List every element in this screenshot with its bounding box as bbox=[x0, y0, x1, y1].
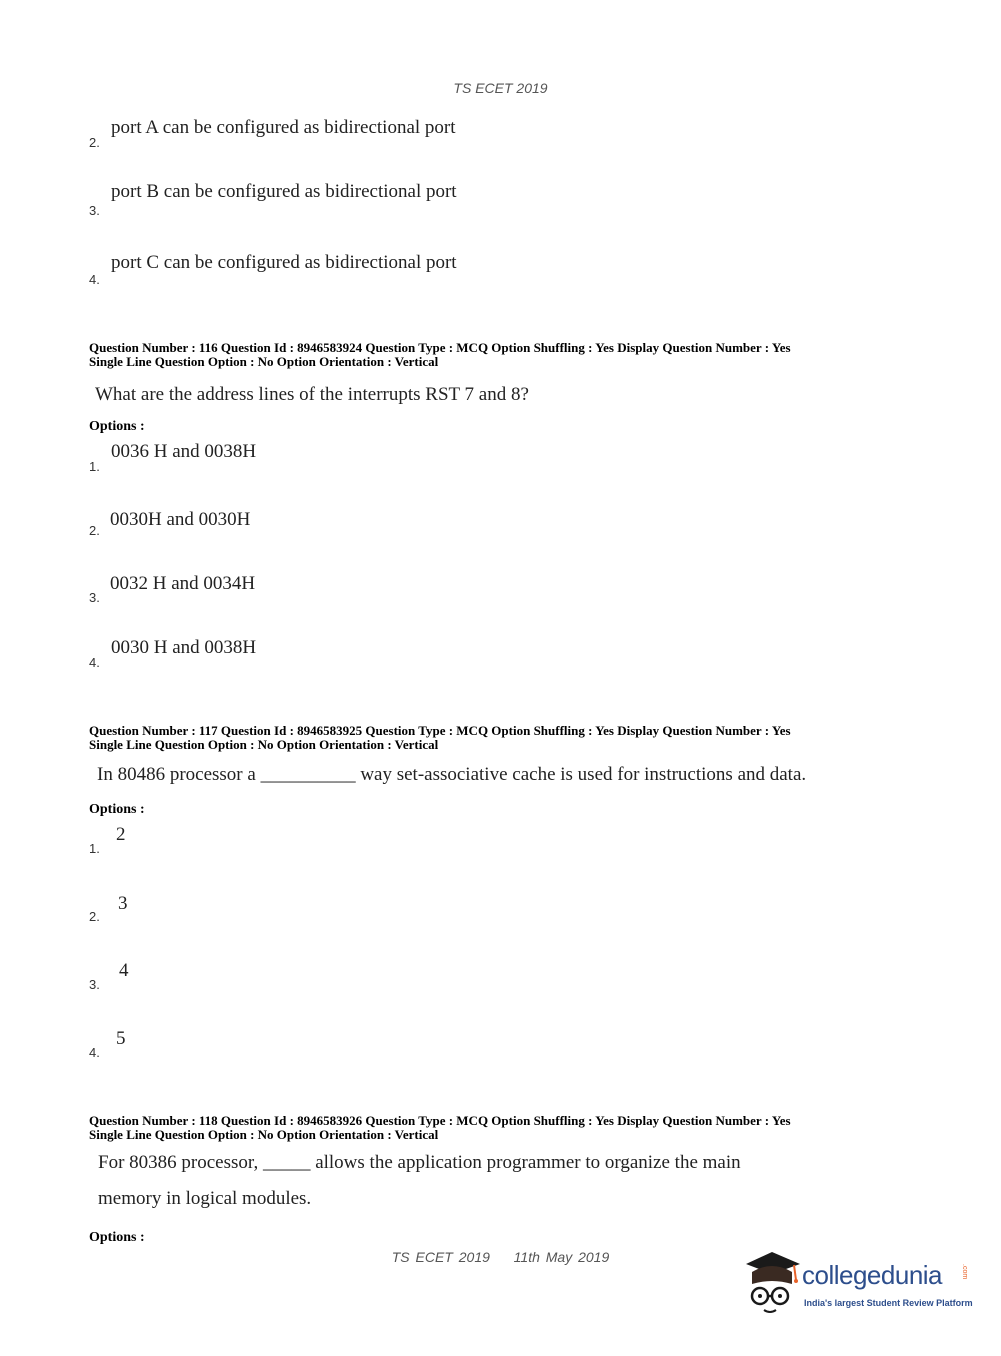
question-meta bbox=[89, 1114, 909, 1142]
question-meta-line: Single Line Question Option : No Option Orientation : Vertical bbox=[89, 354, 439, 369]
option-text: port B can be configured as bidirectional port bbox=[111, 181, 457, 202]
option-text: 4 bbox=[119, 960, 129, 981]
options-label: Options : bbox=[89, 419, 145, 434]
option-text: 0036 H and 0038H bbox=[111, 441, 257, 462]
question-meta-line: Question Number : 118 Question Id : 8946583926 Question Type : MCQ Option Shuffling : Yes Display Question Number : Yes bbox=[89, 1113, 791, 1128]
option-number: 2. bbox=[89, 135, 100, 150]
logo-suffix: .com bbox=[961, 1264, 968, 1280]
option-text: 0030 H and 0038H bbox=[111, 637, 257, 658]
option-number: 3. bbox=[89, 977, 100, 992]
question-text: What are the address lines of the interrupts RST 7 and 8? bbox=[95, 384, 529, 405]
option-text: port A can be configured as bidirectional port bbox=[111, 117, 456, 138]
logo-brand: collegedunia bbox=[802, 1260, 943, 1290]
question-meta-line: Question Number : 117 Question Id : 8946583925 Question Type : MCQ Option Shuffling : Yes Display Question Number : Yes bbox=[89, 723, 791, 738]
option-text: 5 bbox=[116, 1028, 126, 1049]
option-text: port C can be configured as bidirectional port bbox=[111, 252, 457, 273]
question-meta-line: Single Line Question Option : No Option Orientation : Vertical bbox=[89, 1127, 439, 1142]
option-number: 4. bbox=[89, 655, 100, 670]
option-number: 4. bbox=[89, 1045, 100, 1060]
footer-date: 11th May 2019 bbox=[513, 1249, 610, 1265]
option-text: 0030H and 0030H bbox=[110, 509, 251, 530]
options-label: Options : bbox=[89, 1230, 145, 1245]
question-meta-line: Question Number : 116 Question Id : 8946583924 Question Type : MCQ Option Shuffling : Yes Display Question Number : Yes bbox=[89, 340, 791, 355]
question-meta bbox=[89, 724, 909, 752]
option-text: 2 bbox=[116, 824, 126, 845]
collegedunia-logo bbox=[742, 1250, 982, 1322]
question-text: memory in logical modules. bbox=[98, 1188, 312, 1209]
option-number: 3. bbox=[89, 203, 100, 218]
footer-exam: TS ECET 2019 bbox=[391, 1249, 490, 1265]
logo-tagline: India's largest Student Review Platform bbox=[804, 1298, 973, 1308]
question-meta-line: Single Line Question Option : No Option Orientation : Vertical bbox=[89, 737, 439, 752]
option-number: 1. bbox=[89, 841, 100, 856]
option-text: 0032 H and 0034H bbox=[110, 573, 256, 594]
question-meta bbox=[89, 341, 909, 369]
question-text: For 80386 processor, _____ allows the application programmer to organize the main bbox=[98, 1152, 741, 1173]
options-label: Options : bbox=[89, 802, 145, 817]
option-number: 2. bbox=[89, 523, 100, 538]
option-number: 4. bbox=[89, 272, 100, 287]
option-number: 1. bbox=[89, 459, 100, 474]
page-header: TS ECET 2019 bbox=[453, 80, 548, 96]
question-text: In 80486 processor a __________ way set-associative cache is used for instructions and data. bbox=[97, 764, 807, 785]
option-number: 3. bbox=[89, 590, 100, 605]
option-text: 3 bbox=[118, 893, 128, 914]
mascot-icon bbox=[742, 1250, 804, 1320]
option-number: 2. bbox=[89, 909, 100, 924]
